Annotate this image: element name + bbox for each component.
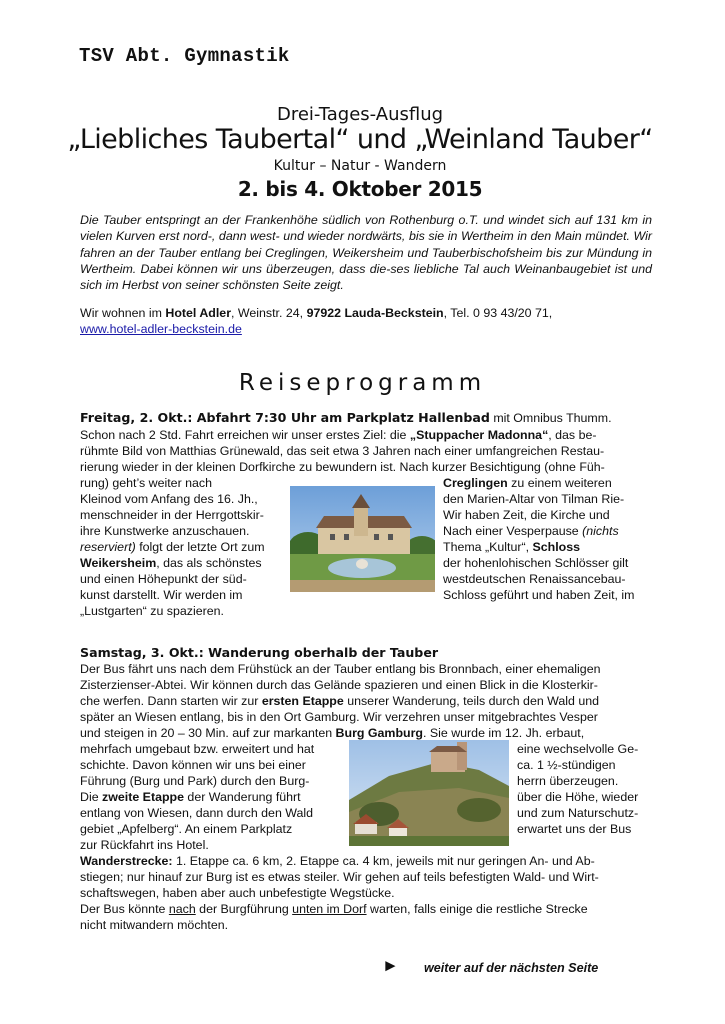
friday-right-5 (443, 539, 580, 555)
saturday-text: der Wanderung führt (183, 790, 301, 804)
schloss-text: Schloss (532, 540, 581, 554)
nach-underlined: nach (168, 902, 196, 916)
friday-text: Thema „Kultur“, (443, 540, 533, 554)
friday-heading-rest: mit Omnibus Thumm. (489, 411, 612, 425)
weikersheim: Weikersheim (80, 556, 157, 570)
reserviert-text: reserviert) (80, 540, 136, 554)
friday-text: zu einem weiteren (507, 476, 612, 490)
friday-left-5 (80, 539, 265, 555)
hotel-street: , Weinstr. 24, (231, 306, 307, 320)
friday-left-7: und einen Höhepunkt der süd- (80, 572, 247, 586)
friday-line-2 (80, 427, 596, 443)
bus-text: warten, falls einige die restliche Strecke (366, 902, 588, 916)
right-arrow-icon: ► (382, 956, 399, 975)
erste-etappe: ersten Etappe (261, 694, 344, 708)
burg-gamburg-photo (349, 740, 509, 846)
friday-text: Nach einer Vesperpause (443, 524, 583, 538)
saturday-left-3: Führung (Burg und Park) durch den Burg- (80, 774, 310, 788)
bus-line-2: nicht mitwandern möchten. (80, 918, 229, 932)
saturday-text: und steigen in 20 – 30 Min. auf zur markanten (80, 726, 336, 740)
zweite-etappe: zweite Etappe (102, 790, 184, 804)
friday-right-7: westdeutschen Renaissancebau- (443, 572, 626, 586)
trip-tagline: Kultur – Natur - Wandern (273, 158, 447, 174)
hotel-postcode: 97922 Lauda-Beckstein (306, 306, 444, 320)
friday-left-1: rung) geht’s weiter nach (80, 476, 213, 490)
friday-text: , das be- (548, 428, 597, 442)
saturday-line-2: Zisterzienser-Abtei. Wir können durch das Gelände spazieren und einen Blick in die Klosterkir- (80, 678, 598, 692)
friday-left-2: Kleinod vom Anfang des 16. Jh., (80, 492, 258, 506)
friday-text: , das als schönstes (156, 556, 262, 570)
friday-left-4: ihre Kunstwerke anzuschauen. (80, 524, 250, 538)
friday-heading: Freitag, 2. Okt.: Abfahrt 7:30 Uhr am Parkplatz Hallenbad (80, 410, 490, 425)
route-line-3: schaftswegen, haben aber auch unbefestigte Wegstücke. (80, 886, 395, 900)
route-text: 1. Etappe ca. 6 km, 2. Etappe ca. 4 km, jeweils mit nur geringen An- und Ab- (172, 854, 595, 868)
saturday-text: . Sie wurde im 12. Jh. erbaut, (422, 726, 585, 740)
saturday-right-1: eine wechselvolle Ge- (517, 742, 639, 756)
hotel-prefix: Wir wohnen im (80, 306, 166, 320)
saturday-right-3: herrn überzeugen. (517, 774, 619, 788)
friday-text: Schon nach 2 Std. Fahrt erreichen wir unser erstes Ziel: die (80, 428, 410, 442)
saturday-heading-text: Samstag, 3. Okt.: Wanderung oberhalb der Tauber (80, 645, 439, 660)
saturday-right-6: erwartet uns der Bus (517, 822, 632, 836)
trip-subtitle: Drei-Tages-Ausflug (276, 104, 444, 125)
unten-im-dorf-underlined: unten im Dorf (292, 902, 367, 916)
saturday-line-3 (80, 693, 599, 709)
friday-right-4 (443, 523, 619, 539)
bus-text: Der Bus könnte (80, 902, 169, 916)
bus-text: der Burgführung (195, 902, 293, 916)
saturday-left-6: gebiet „Apfelberg“. An einem Parkplatz (80, 822, 293, 836)
friday-left-3: menschneider in der Herrgottskir- (80, 508, 264, 522)
intro-paragraph: Die Tauber entspringt an der Frankenhöhe südlich von Rothenburg o.T. und windet sich auf 131 km in vielen Kurven erst nord-, dann west- und wieder nordwärts, bis sie in Wertheim in den Main mündet. Wir fahren an der Tauber entlang bei Creglingen, Weikersheim und Tauberbischofsheim bis zur Mündung in Wertheim. Dabei können wir uns überzeugen, dass die-ses liebliche Tal auch Weinanbaugebiet ist und sich im Herbst von seiner schönsten Seite zeigt. (80, 213, 652, 293)
hotel-name: Hotel Adler (165, 306, 232, 320)
weikersheim-castle-photo (290, 486, 435, 592)
saturday-text: che werfen. Dann starten wir zur (80, 694, 262, 708)
friday-right-1 (443, 475, 612, 491)
burg-gamburg: Burg Gamburg (335, 726, 423, 740)
hotel-phone: , Tel. 0 93 43/20 71, (443, 306, 553, 320)
friday-text: folgt der letzte Ort zum (135, 540, 265, 554)
program-title: Reiseprogramm (238, 370, 487, 396)
saturday-line-5 (80, 725, 584, 741)
bus-line-1 (80, 901, 588, 917)
friday-left-6 (80, 555, 262, 571)
friday-left-9: „Lustgarten“ zu spazieren. (80, 604, 224, 618)
friday-right-6: der hohenlohischen Schlösser gilt (443, 556, 629, 570)
saturday-right-5: und zum Naturschutz- (517, 806, 639, 820)
friday-right-3: Wir haben Zeit, die Kirche und (443, 508, 610, 522)
nichts-text: (nichts (582, 524, 619, 538)
saturday-left-7: zur Rückfahrt ins Hotel. (80, 838, 209, 852)
saturday-line-4: später an Wiesen entlang, bis in den Ort Gamburg. Wir verzehren unser mitgebrachtes Vesper (80, 710, 598, 724)
hotel-website-link[interactable]: www.hotel-adler-beckstein.de (80, 322, 242, 337)
saturday-left-2: schichte. Davon können wir uns bei einer (80, 758, 306, 772)
saturday-heading (80, 645, 438, 661)
wanderstrecke-label: Wanderstrecke: (80, 854, 173, 868)
saturday-left-1: mehrfach umgebaut bzw. erweitert und hat (80, 742, 315, 756)
friday-heading-line (80, 410, 612, 426)
saturday-text: unserer Wanderung, teils durch den Wald und (343, 694, 600, 708)
friday-right-8: Schloss geführt und haben Zeit, im (443, 588, 635, 602)
saturday-text: Die (80, 790, 103, 804)
friday-left-8: kunst darstellt. Wir werden im (80, 588, 243, 602)
continue-next-page: weiter auf der nächsten Seite (424, 961, 599, 975)
saturday-right-2: ca. 1 ½-stündigen (517, 758, 616, 772)
stuppacher-madonna: „Stuppacher Madonna“ (409, 428, 549, 442)
friday-right-2: den Marien-Altar von Tilman Rie- (443, 492, 625, 506)
trip-date: 2. bis 4. Oktober 2015 (237, 177, 483, 201)
saturday-right-4: über die Höhe, wieder (517, 790, 639, 804)
saturday-line-1: Der Bus fährt uns nach dem Frühstück an der Tauber entlang bis Bronnbach, einer ehemaligen (80, 662, 601, 676)
creglingen: Creglingen (443, 476, 508, 490)
organization-header: TSV Abt. Gymnastik (79, 45, 290, 67)
route-line-2: stiegen; nur hinauf zur Burg ist es etwas steiler. Wir gehen auf teils befestigten Wald- und Wirt- (80, 870, 599, 884)
friday-line-4: rierung wieder in der kleinen Dorfkirche zu bewundern ist. Nach kurzer Besichtigung (ohne Füh- (80, 460, 605, 474)
hotel-info (80, 305, 652, 338)
friday-line-3: rühmte Bild von Matthias Grünewald, das seit etwa 3 Jahren nach einer umfangreichen Restau- (80, 444, 605, 458)
saturday-left-4 (80, 789, 301, 805)
route-line-1 (80, 853, 595, 869)
trip-title: „Liebliches Taubertal“ und „Weinland Tauber“ (67, 124, 653, 155)
saturday-left-5: entlang von Wiesen, dann durch den Wald (80, 806, 314, 820)
